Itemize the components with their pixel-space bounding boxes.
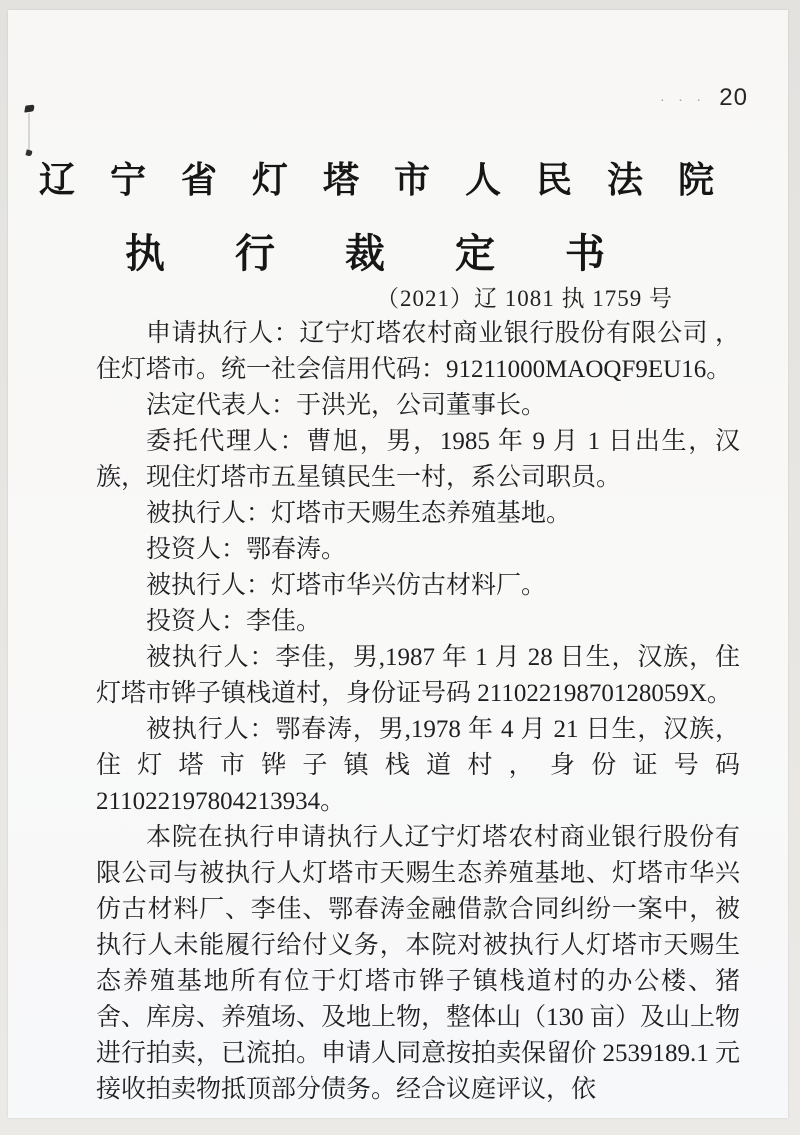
document-title-heading: 执 行 裁 定 书 (125, 231, 635, 277)
paragraph-respondent-factory: 被执行人：灯塔市华兴仿古材料厂。 (146, 572, 547, 599)
paragraph-respondent-li: 被执行人：李佳，男,1987 年 1 月 28 日生，汉族，住灯塔市铧子镇栈道村，身份证号码 21102219870128059X。 (96, 644, 740, 707)
paragraph-case-facts: 本院在执行申请执行人辽宁灯塔农村商业银行股份有限公司与被执行人灯塔市天赐生态养殖基地、灯塔市华兴仿古材料厂、李佳、鄂春涛金融借款合同纠纷一案中，被执行人未能履行给付义务，本院对被执行人灯塔市天赐生态养殖基地所有位于灯塔市铧子镇栈道村的办公楼、猪舍、库房、养殖场、及地上物，整体山（130 亩）及山上物进行拍卖，已流拍。申请人同意按拍卖保留价 2539189.1 元接收拍卖物抵顶部分债务。经合议庭评议，依 (96, 824, 740, 1103)
paragraph-respondent-base: 被执行人：灯塔市天赐生态养殖基地。 (146, 500, 572, 527)
page-number: 20 (719, 84, 748, 111)
page-number-dots: · · · (660, 94, 706, 109)
paragraph-legal-representative: 法定代表人：于洪光，公司董事长。 (146, 392, 547, 419)
court-name-heading: 辽 宁 省 灯 塔 市 人 民 法 院 (38, 160, 727, 201)
document-body (96, 316, 740, 1108)
document-page (8, 10, 788, 1118)
paragraph-investor-li: 投资人：李佳。 (146, 608, 322, 635)
case-number: （2021）辽 1081 执 1759 号 (376, 286, 673, 311)
ink-mark (24, 104, 35, 112)
paragraph-respondent-e: 被执行人：鄂春涛，男,1978 年 4 月 21 日生，汉族，住灯塔市铧子镇栈道村，身份证号码 211022197804213934。 (96, 716, 740, 815)
paragraph-authorized-agent: 委托代理人：曹旭，男，1985 年 9 月 1 日出生，汉族，现住灯塔市五星镇民生一村，系公司职员。 (96, 428, 740, 491)
paragraph-applicant: 申请执行人：辽宁灯塔农村商业银行股份有限公司 ，住灯塔市。统一社会信用代码：91211000MAOQF9EU16。 (96, 320, 740, 383)
ink-smudge (28, 113, 30, 151)
paragraph-investor-e: 投资人：鄂春涛。 (146, 536, 347, 563)
